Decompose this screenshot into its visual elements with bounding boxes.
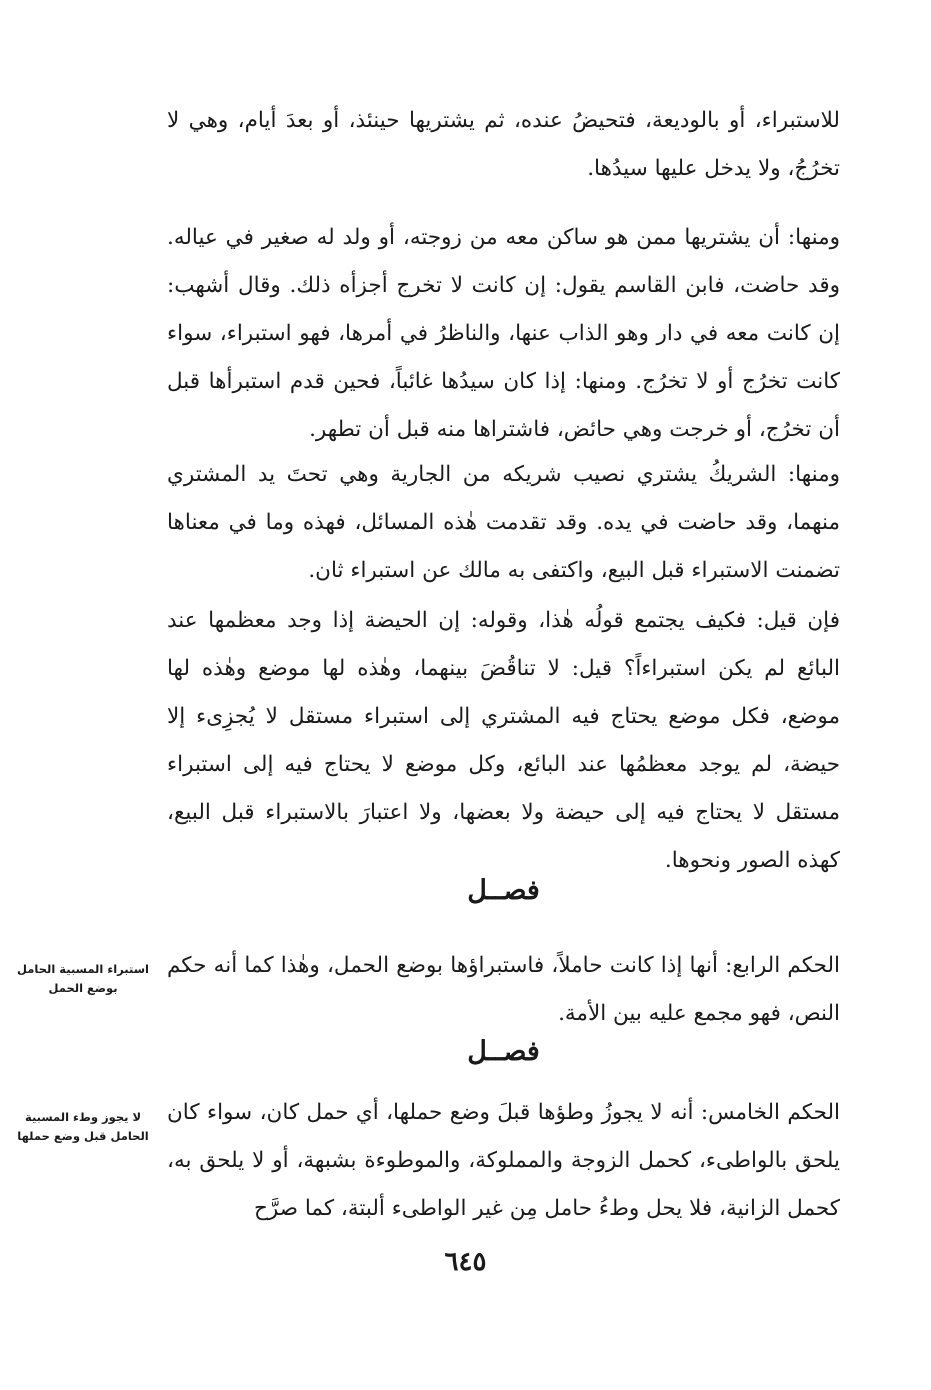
margin-note: لا يجوز وطء المسبية الحامل قبل وضع حملها: [17, 1110, 149, 1143]
paragraph: للاستبراء، أو بالوديعة، فتحيضُ عنده، ثم يشتريها حينئذ، أو بعدَ أيام، وهي لا تخرُجُ، ولا يدخل عليها سيدُها.: [167, 108, 840, 181]
page-number: ٦٤٥: [444, 1247, 487, 1277]
paragraph: الحكم الرابع: أنها إذا كانت حاملاً، فاستبراؤها بوضع الحمل، وهٰذا كما أنه حكم النص، فهو مجمع عليه بين الأمة.: [167, 953, 840, 1026]
paragraph: فإن قيل: فكيف يجتمع قولُه هٰذا، وقوله: إن الحيضة إذا وجد معظمها عند البائع لم يكن استبراءاً؟ قيل: لا تناقُضَ بينهما، وهٰذه لها موضع وهٰذه لها موضع، فكل موضع يحتاج فيه المشتري إلى استبراء مستقل لا يُجزِىء إلا حيضة، لم يوجد معظمُها عند البائع، وكل موضع لا يحتاج فيه إلى استبراء مستقل لا يحتاج فيه إلى حيضة ولا بعضها، ولا اعتبارَ بالاستبراء قبل البيع، كهذه الصور ونحوها.: [167, 608, 840, 873]
paragraph: ومنها: أن يشتريها ممن هو ساكن معه من زوجته، أو ولد له صغير في عياله. وقد حاضت، فابن القاسم يقول: إن كانت لا تخرج أجزأه ذلك. وقال أشهب: إن كانت معه في دار وهو الذاب عنها، والناظرُ في أمرها، فهو استبراء، سواء كانت تخرُج أو لا تخرُج. ومنها: إذا كان سيدُها غائباً، فحين قدم استبرأها قبل أن تخرُج، أو خرجت وهي حائض، فاشتراها منه قبل أن تطهر.: [167, 225, 840, 442]
margin-note: استبراء المسبية الحامل بوضع الحمل: [17, 962, 149, 995]
section-heading: فصــل: [467, 875, 540, 906]
paragraph: ومنها: الشريكُ يشتري نصيب شريكه من الجارية وهي تحتَ يد المشتري منهما، وقد حاضت في يده. وقد تقدمت هٰذه المسائل، فهذه وما في معناها تضمنت الاستبراء قبل البيع، واكتفى به مالك عن استبراء ثان.: [167, 462, 840, 583]
paragraph: الحكم الخامس: أنه لا يجوزُ وطؤها قبلَ وضع حملها، أي حمل كان، سواء كان يلحق بالواطىء، كحمل الزوجة والمملوكة، والموطوءة بشبهة، أو لا يلحق به، كحمل الزانية، فلا يحل وطءُ حامل مِن غير الواطىء ألبتة، كما صرَّح: [167, 1100, 840, 1221]
section-heading: فصــل: [467, 1036, 540, 1067]
